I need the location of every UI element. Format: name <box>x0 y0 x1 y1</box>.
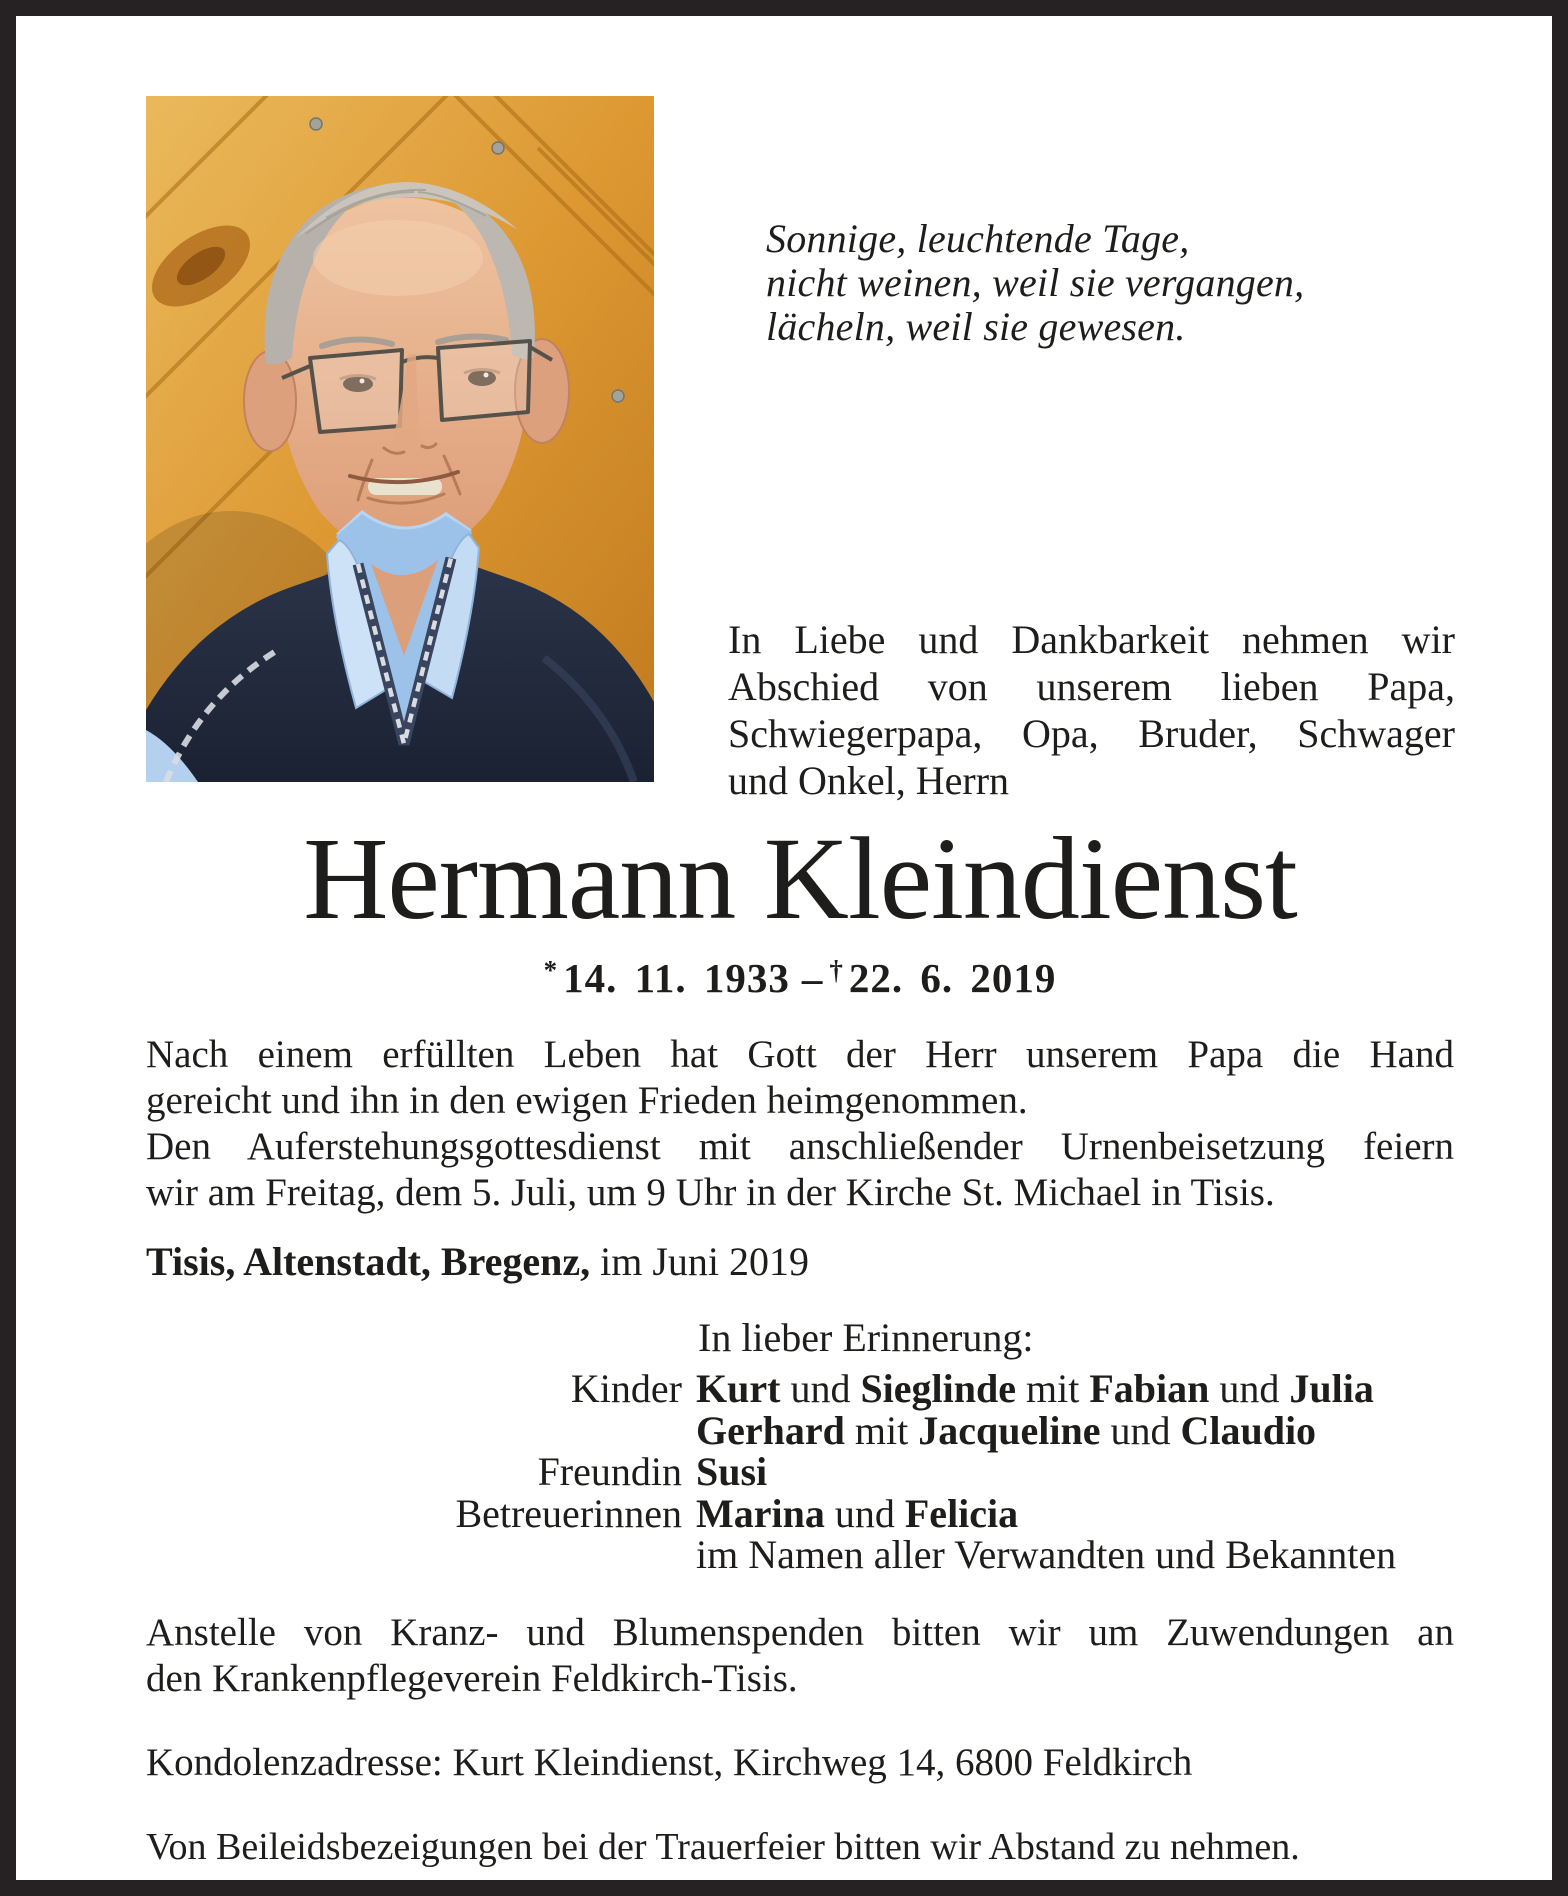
places: Tisis, Altenstadt, Bregenz, <box>146 1239 591 1284</box>
remembrance-list <box>146 1368 1454 1576</box>
condolence-address: Kondolenzadresse: Kurt Kleindienst, Kirchweg 14, 6800 Feldkirch <box>146 1741 1193 1784</box>
person-name: Sieglinde <box>860 1366 1017 1411</box>
life-dates <box>32 954 1568 1002</box>
person-name: Kurt <box>696 1366 781 1411</box>
birth-date: 14. 11. 1933 <box>563 955 790 1001</box>
person-name: Julia <box>1289 1366 1374 1411</box>
text-line: Den Auferstehungsgottesdienst mit anschließender Urnenbeisetzung feiern <box>146 1125 1454 1168</box>
remembrance-heading: In lieber Erinnerung: <box>698 1315 1034 1360</box>
connector-text: und <box>824 1490 905 1536</box>
text-line: Sonnige, leuchtende Tage, <box>766 216 1190 261</box>
text-line: wir am Freitag, dem 5. Juli, um 9 Uhr in der Kirche St. Michael in Tisis. <box>146 1171 1275 1214</box>
dates-separator: – <box>801 955 824 1001</box>
text-line: nicht weinen, weil sie vergangen, <box>766 260 1305 305</box>
remembrance-row <box>146 1407 1454 1453</box>
final-note: Von Beileidsbezeigungen bei der Trauerfeier bitten wir Abstand zu nehmen. <box>146 1826 1300 1868</box>
announcement <box>146 1032 1454 1216</box>
text-line: Abschied von unserem lieben Papa, <box>728 664 1455 709</box>
left-ear <box>244 351 296 451</box>
connector-text: und <box>780 1366 861 1411</box>
remembrance-row <box>146 1490 1454 1536</box>
remembrance-row <box>146 1451 1454 1493</box>
text-line: Anstelle von Kranz- und Blumenspenden bitten wir um Zuwendungen an <box>146 1611 1454 1654</box>
month-year: im Juni 2019 <box>590 1239 810 1284</box>
person-name: Jacqueline <box>918 1407 1101 1453</box>
places-line <box>146 1238 809 1285</box>
intro-paragraph <box>728 616 1455 804</box>
relation-label: Freundin <box>537 1449 682 1494</box>
connector-text: mit <box>1016 1366 1090 1411</box>
text-line: Nach einem erfüllten Leben hat Gott der Herr unserem Papa die Hand <box>146 1033 1454 1076</box>
text-line: Schwiegerpapa, Opa, Bruder, Schwager <box>728 711 1455 756</box>
text-line: den Krankenpflegeverein Feldkirch-Tisis. <box>146 1657 798 1700</box>
relation-label: Kinder <box>570 1366 682 1411</box>
death-symbol: † <box>829 955 843 985</box>
person-name: Marina <box>696 1490 825 1536</box>
person-name: Gerhard <box>696 1407 845 1453</box>
person-name: Claudio <box>1180 1407 1317 1453</box>
donation-note <box>146 1610 1454 1702</box>
relation-names <box>696 1491 1018 1536</box>
text-line: lächeln, weil sie gewesen. <box>766 304 1186 349</box>
person-name: Felicia <box>904 1490 1019 1536</box>
portrait-illustration <box>146 96 654 782</box>
person-name: Susi <box>696 1449 768 1494</box>
remembrance-row <box>146 1368 1454 1410</box>
connector-text: mit <box>844 1407 919 1453</box>
death-date: 22. 6. 2019 <box>848 955 1057 1001</box>
relation-names <box>696 1366 1374 1411</box>
birth-symbol: * <box>543 955 558 985</box>
quote <box>766 217 1304 349</box>
announcement-paragraph-1 <box>146 1032 1454 1124</box>
remembrance-row <box>146 1534 1454 1576</box>
text-line: und Onkel, Herrn <box>728 758 1010 803</box>
person-name: Fabian <box>1089 1366 1210 1411</box>
text-line: gereicht und ihn in den ewigen Frieden heimgenommen. <box>146 1079 1028 1122</box>
relation-names <box>696 1408 1316 1453</box>
connector-text: und <box>1209 1366 1290 1411</box>
relation-names <box>696 1532 1396 1577</box>
text-line: In Liebe und Dankbarkeit nehmen wir <box>728 617 1455 662</box>
connector-text: und <box>1100 1407 1181 1453</box>
deceased-name: Hermann Kleindienst <box>303 813 1297 944</box>
relation-label: Betreuerinnen <box>455 1490 682 1536</box>
announcement-paragraph-2 <box>146 1124 1454 1216</box>
portrait-photo <box>146 96 654 782</box>
connector-text: im Namen aller Verwandten und Bekannten <box>696 1532 1397 1577</box>
relation-names <box>696 1449 767 1494</box>
